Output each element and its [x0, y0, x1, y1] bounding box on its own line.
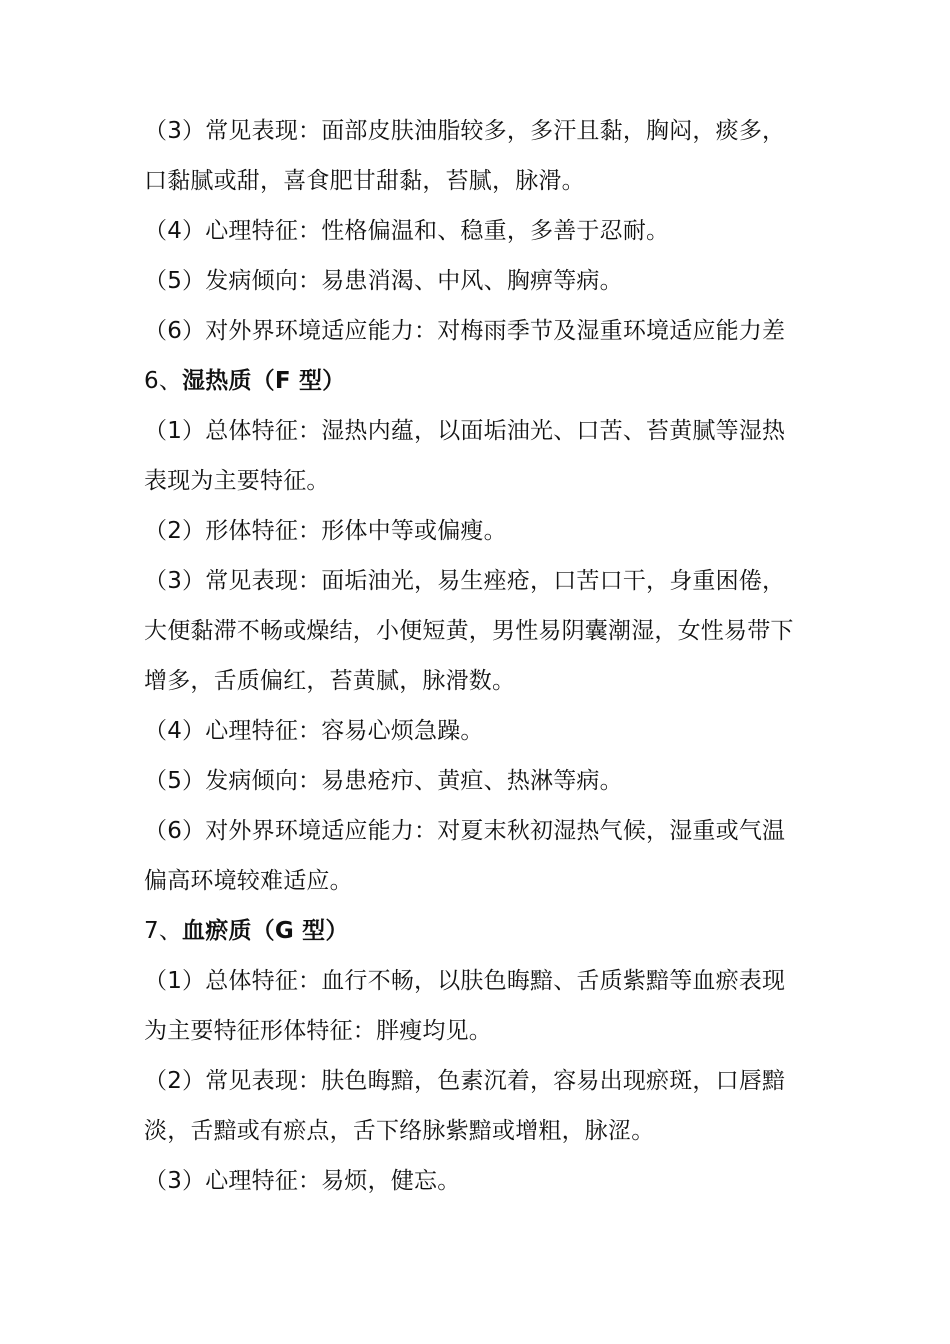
text-line: 为主要特征形体特征：胖瘦均见。 — [144, 1018, 492, 1044]
text-line: 表现为主要特征。 — [144, 468, 330, 494]
text-line: 口黏腻或甜，喜食肥甘甜黏，苔腻，脉滑。 — [144, 168, 585, 194]
text-line: （3）常见表现：面部皮肤油脂较多，多汗且黏，胸闷，痰多， — [144, 118, 786, 144]
text-line: 淡，舌黯或有瘀点，舌下络脉紫黯或增粗，脉涩。 — [144, 1118, 655, 1144]
text-line: （6）对外界环境适应能力：对夏末秋初湿热气候，湿重或气温 — [144, 818, 786, 844]
text-line: （5）发病倾向：易患消渴、中风、胸痹等病。 — [144, 268, 623, 294]
document-body — [144, 106, 824, 1206]
text-line: 大便黏滞不畅或燥结，小便短黄，男性易阴囊潮湿，女性易带下 — [144, 618, 794, 644]
section-number: 7、 — [144, 918, 183, 944]
text-line: （4）心理特征：容易心烦急躁。 — [144, 718, 484, 744]
text-line: （1）总体特征：湿热内蕴，以面垢油光、口苦、苔黄腻等湿热 — [144, 418, 786, 444]
text-line: （2）常见表现：肤色晦黯，色素沉着，容易出现瘀斑，口唇黯 — [144, 1068, 786, 1094]
text-line: （1）总体特征：血行不畅，以肤色晦黯、舌质紫黯等血瘀表现 — [144, 968, 786, 994]
text-line: （3）心理特征：易烦，健忘。 — [144, 1168, 461, 1194]
text-line: 偏高环境较难适应。 — [144, 868, 353, 894]
text-line: （3）常见表现：面垢油光，易生痤疮，口苦口干，身重困倦， — [144, 568, 786, 594]
text-line: 增多，舌质偏红，苔黄腻，脉滑数。 — [144, 668, 516, 694]
section-number: 6、 — [144, 368, 183, 394]
text-line: （4）心理特征：性格偏温和、稳重，多善于忍耐。 — [144, 218, 670, 244]
text-line: （6）对外界环境适应能力：对梅雨季节及湿重环境适应能力差 — [144, 318, 786, 344]
section-title: 血瘀质（G 型） — [182, 918, 349, 944]
section-heading-6 — [144, 356, 824, 406]
text-line: （5）发病倾向：易患疮疖、黄疸、热淋等病。 — [144, 768, 623, 794]
section-title: 湿热质（F 型） — [182, 368, 346, 394]
text-line: （2）形体特征：形体中等或偏瘦。 — [144, 518, 507, 544]
section-heading-7 — [144, 906, 824, 956]
